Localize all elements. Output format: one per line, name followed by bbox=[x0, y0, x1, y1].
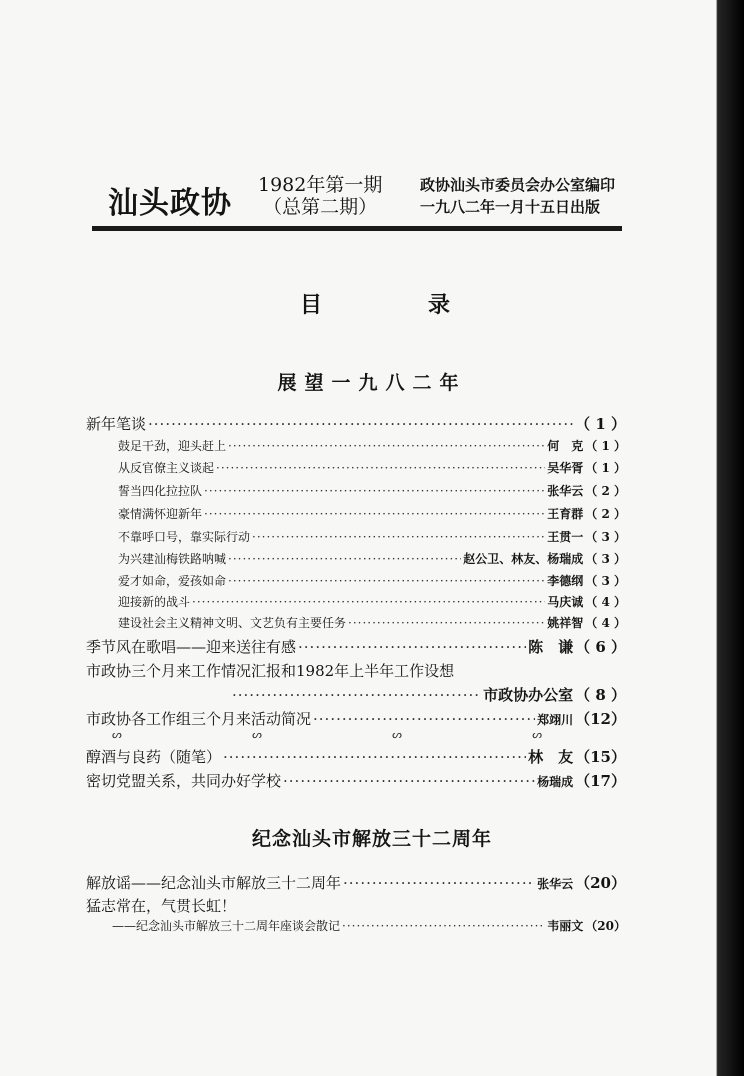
toc-leader bbox=[228, 574, 545, 588]
toc-leader bbox=[343, 874, 535, 892]
contents-heading-char-2: 录 bbox=[427, 292, 450, 318]
journal-title: 汕头政协 bbox=[108, 186, 232, 221]
toc-entry bbox=[86, 660, 626, 682]
ornament-icon: ᔕ bbox=[252, 728, 262, 741]
toc-entry bbox=[118, 572, 626, 594]
toc-entry-page: （20） bbox=[575, 874, 626, 892]
toc-entry bbox=[86, 872, 626, 894]
toc-entry-author: 王贯一 bbox=[547, 530, 584, 544]
toc-entry-page: （20） bbox=[585, 919, 626, 933]
toc-entry-author: 姚祥智 bbox=[547, 616, 584, 630]
toc-entry-author: 马庆诚 bbox=[547, 595, 584, 609]
toc-entry-page: （ 4 ） bbox=[585, 595, 626, 609]
toc-entry-author: 市政协办公室 bbox=[483, 686, 574, 704]
scan-edge-shadow bbox=[674, 0, 744, 1076]
toc-entry bbox=[86, 746, 626, 768]
toc-entry-title: 解放谣——纪念汕头市解放三十二周年 bbox=[86, 874, 342, 892]
toc-entry-page: （ 6 ） bbox=[575, 638, 626, 656]
toc-entry bbox=[118, 459, 626, 481]
toc-leader bbox=[298, 638, 526, 656]
toc-entry-title: ——纪念汕头市解放三十二周年座谈会散记 bbox=[112, 919, 341, 933]
toc-entry-title: 醇酒与良药（随笔） bbox=[86, 748, 222, 766]
toc-entry bbox=[118, 528, 626, 550]
toc-entry-author: 吴华胥 bbox=[547, 461, 584, 475]
section-title-liberation: 纪念汕头市解放三十二周年 bbox=[251, 828, 492, 850]
toc-entry bbox=[86, 413, 626, 435]
toc-entry bbox=[86, 770, 626, 792]
contents-heading bbox=[300, 288, 450, 319]
toc-entry-title: 密切党盟关系，共同办好学校 bbox=[86, 772, 282, 790]
toc-entry-page: （ 1 ） bbox=[575, 415, 626, 433]
toc-leader bbox=[228, 439, 545, 453]
toc-entry-author: 李德纲 bbox=[547, 574, 584, 588]
toc-entry bbox=[118, 593, 626, 615]
section-title-outlook: 展望一九八二年 bbox=[277, 372, 467, 394]
toc-entry-page: （ 4 ） bbox=[585, 616, 626, 630]
toc-entry-title: 从反官僚主义谈起 bbox=[118, 461, 215, 475]
toc-entry-author: 陈 谦 bbox=[528, 638, 574, 656]
toc-entry-title: 爱才如命，爱孩如命 bbox=[118, 574, 227, 588]
toc-entry-title: 为兴建汕梅铁路呐喊 bbox=[118, 552, 227, 566]
toc-entry-title: 建设社会主义精神文明、文艺负有主要任务 bbox=[118, 616, 347, 630]
toc-entry-page: （ 3 ） bbox=[585, 530, 626, 544]
toc-entry-title: 市政协各工作组三个月来活动简况 bbox=[86, 710, 312, 728]
toc-entry-title: 市政协三个月来工作情况汇报和1982年上半年工作设想 bbox=[86, 662, 455, 680]
toc-entry-author: 王育群 bbox=[547, 507, 584, 521]
toc-entry-author: 韦丽文 bbox=[547, 919, 584, 933]
toc-leader bbox=[192, 595, 545, 609]
toc-entry-author: 林 友 bbox=[528, 748, 574, 766]
toc-entry-page: （ 8 ） bbox=[575, 686, 626, 704]
toc-entry-page: （ 3 ） bbox=[585, 574, 626, 588]
toc-entry-title: 迎接新的战斗 bbox=[118, 595, 191, 609]
toc-leader bbox=[252, 530, 545, 544]
toc-leader bbox=[228, 552, 461, 566]
toc-entry-page: （ 3 ） bbox=[585, 552, 626, 566]
toc-entry-author: 赵公卫、林友、杨瑞成 bbox=[463, 552, 584, 566]
toc-entry-title: 新年笔谈 bbox=[86, 415, 147, 433]
toc-leader bbox=[342, 919, 545, 933]
publisher-info bbox=[420, 174, 615, 218]
toc-leader bbox=[223, 748, 526, 766]
toc-entry-title: 誓当四化拉拉队 bbox=[118, 484, 203, 498]
toc-leader bbox=[348, 616, 545, 630]
ornament-divider bbox=[112, 728, 542, 741]
toc-entry-author: 何 克 bbox=[547, 439, 584, 453]
toc-entry-author: 张华云 bbox=[547, 484, 584, 498]
toc-entry bbox=[118, 482, 626, 504]
toc-entry-page: （17） bbox=[575, 772, 626, 790]
toc-entry bbox=[118, 505, 626, 527]
issue-info bbox=[258, 174, 382, 218]
toc-leader bbox=[232, 686, 481, 704]
toc-leader bbox=[148, 415, 573, 433]
toc-leader bbox=[313, 710, 535, 728]
publish-date: 一九八二年一月十五日出版 bbox=[420, 198, 601, 216]
toc-entry bbox=[118, 614, 626, 636]
issue-number: 1982年第一期 bbox=[258, 174, 383, 196]
toc-entry-author: 郑翊川 bbox=[537, 713, 574, 727]
toc-entry-title: 不靠呼口号，靠实际行动 bbox=[118, 530, 251, 544]
toc-entry-author: 杨瑞成 bbox=[537, 775, 574, 789]
toc-entry-page: （ 2 ） bbox=[585, 507, 626, 521]
toc-leader bbox=[204, 484, 545, 498]
ornament-icon: ᔕ bbox=[532, 728, 542, 741]
toc-entry-title: 豪情满怀迎新年 bbox=[118, 507, 203, 521]
toc-entry-title: 猛志常在，气贯长虹！ bbox=[86, 897, 237, 915]
publisher-name: 政协汕头市委员会办公室编印 bbox=[420, 176, 616, 194]
toc-leader bbox=[204, 507, 545, 521]
toc-entry-page: （ 1 ） bbox=[585, 461, 626, 475]
toc-leader bbox=[283, 772, 535, 790]
header-rule bbox=[92, 226, 622, 231]
toc-entry-continuation bbox=[230, 684, 626, 706]
toc-leader bbox=[216, 461, 545, 475]
ornament-icon: ᔕ bbox=[392, 728, 402, 741]
toc-entry-author: 张华云 bbox=[537, 877, 574, 891]
toc-entry bbox=[118, 437, 626, 459]
issue-total: （总第二期） bbox=[263, 196, 378, 218]
contents-heading-char-1: 目 bbox=[300, 292, 323, 318]
toc-entry-page: （ 2 ） bbox=[585, 484, 626, 498]
toc-entry-page: （15） bbox=[575, 748, 626, 766]
ornament-icon: ᔕ bbox=[112, 728, 122, 741]
toc-entry bbox=[112, 917, 626, 939]
toc-entry bbox=[86, 895, 626, 917]
toc-entry-page: （12） bbox=[575, 710, 626, 728]
toc-entry-title: 季节风在歌唱——迎来送往有感 bbox=[86, 638, 297, 656]
toc-entry bbox=[86, 636, 626, 658]
toc-entry bbox=[118, 550, 626, 572]
toc-entry-title: 鼓足干劲，迎头赶上 bbox=[118, 439, 227, 453]
toc-entry bbox=[86, 708, 626, 730]
toc-entry-page: （ 1 ） bbox=[585, 439, 626, 453]
